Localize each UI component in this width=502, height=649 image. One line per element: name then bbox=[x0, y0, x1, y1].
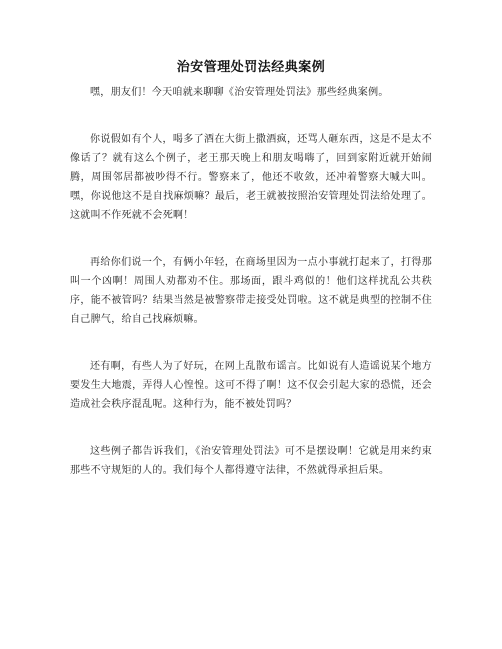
paragraph-conclusion: 这些例子都告诉我们，《治安管理处罚法》可不是摆设啊！它就是用来约束那些不守规矩的人的。我们每个人都得遵守法律，不然就得承担后果。 bbox=[70, 446, 432, 476]
paragraph-rumor-case: 还有啊，有些人为了好玩，在网上乱散布谣言。比如说有人造谣说某个地方要发生大地震，弄得人心惶惶。这可不得了啊！这不仅会引起大家的恐慌，还会造成社会秩序混乱呢。这种行为，能不被处罚吗？ bbox=[70, 361, 432, 410]
paragraph-fight-case: 再给你们说一个，有俩小年轻，在商场里因为一点小事就打起来了，打得那叫一个凶啊！周围人劝都劝不住。那场面，跟斗鸡似的！他们这样扰乱公共秩序，能不被管吗？结果当然是被警察带走接受处罚啦。这不就是典型的控制不住自己脾气，给自己找麻烦嘛。 bbox=[70, 257, 432, 325]
paragraph-drunk-case: 你说假如有个人，喝多了酒在大街上撒酒疯，还骂人砸东西，这是不是太不像话了？就有这么个例子，老王那天晚上和朋友喝嗨了，回到家附近就开始闹腾，周围邻居都被吵得不行。警察来了，他还不收敛，还冲着警察大喊大叫。嘿，你说他这不是自找麻烦嘛？最后，老王就被按照治安管理处罚法给处理了。这就叫不作死就不会死啊！ bbox=[70, 134, 432, 221]
document-title: 治安管理处罚法经典案例 bbox=[176, 60, 326, 75]
intro-paragraph: 嘿，朋友们！今天咱就来聊聊《治安管理处罚法》那些经典案例。 bbox=[90, 87, 389, 98]
